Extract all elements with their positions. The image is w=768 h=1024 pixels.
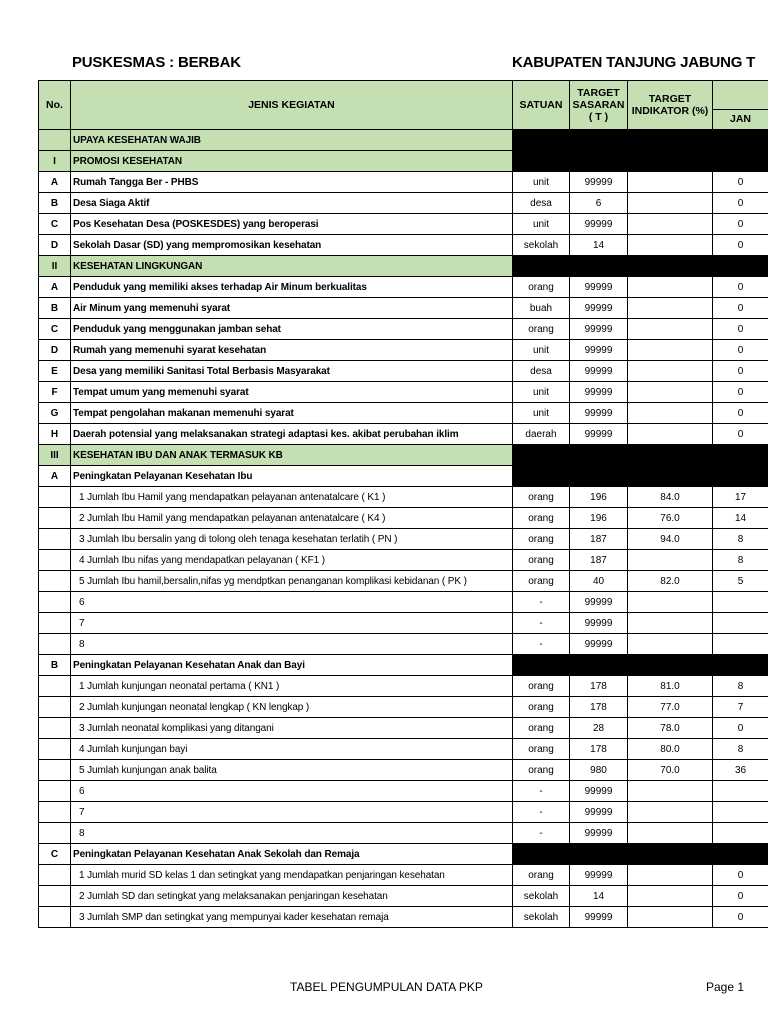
satuan-cell: - bbox=[513, 823, 570, 844]
col-header-target-indikator: TARGET INDIKATOR (%) bbox=[628, 81, 713, 130]
target-sasaran-cell: 28 bbox=[570, 718, 628, 739]
jan-cell: 8 bbox=[713, 676, 768, 697]
target-sasaran-cell: 99999 bbox=[570, 361, 628, 382]
satuan-cell: desa bbox=[513, 361, 570, 382]
target-indikator-cell bbox=[628, 298, 713, 319]
activity-name: 6 bbox=[71, 781, 513, 802]
target-indikator-cell bbox=[628, 277, 713, 298]
table-row bbox=[39, 739, 768, 760]
activity-name: 1 Jumlah murid SD kelas 1 dan setingkat yang mendapatkan penjaringan kesehatan bbox=[71, 865, 513, 886]
page-number: Page 1 bbox=[706, 980, 745, 994]
activity-name: 8 bbox=[71, 823, 513, 844]
row-number bbox=[39, 802, 71, 823]
table-row bbox=[39, 865, 768, 886]
target-sasaran-cell: 196 bbox=[570, 508, 628, 529]
table-row bbox=[39, 760, 768, 781]
section-fill-cell bbox=[513, 655, 768, 676]
table-row bbox=[39, 214, 768, 235]
target-indikator-cell: 84.0 bbox=[628, 487, 713, 508]
activity-name: 3 Jumlah SMP dan setingkat yang mempunyai kader kesehatan remaja bbox=[71, 907, 513, 928]
satuan-cell: unit bbox=[513, 403, 570, 424]
activity-name: Desa yang memiliki Sanitasi Total Berbasis Masyarakat bbox=[71, 361, 513, 382]
section-fill-cell bbox=[513, 466, 768, 487]
target-sasaran-cell: 99999 bbox=[570, 382, 628, 403]
table-row bbox=[39, 403, 768, 424]
activity-name: 7 bbox=[71, 802, 513, 823]
satuan-cell: - bbox=[513, 634, 570, 655]
activity-name: 4 Jumlah Ibu nifas yang mendapatkan pelayanan ( KF1 ) bbox=[71, 550, 513, 571]
jan-cell: 0 bbox=[713, 403, 768, 424]
row-number bbox=[39, 487, 71, 508]
target-sasaran-cell: 99999 bbox=[570, 214, 628, 235]
table-row bbox=[39, 361, 768, 382]
jan-cell bbox=[713, 634, 768, 655]
activity-name: 2 Jumlah kunjungan neonatal lengkap ( KN lengkap ) bbox=[71, 697, 513, 718]
table-row bbox=[39, 487, 768, 508]
table-row bbox=[39, 718, 768, 739]
satuan-cell: sekolah bbox=[513, 907, 570, 928]
satuan-cell: orang bbox=[513, 739, 570, 760]
row-number: C bbox=[39, 844, 71, 865]
col-header-jan: JAN bbox=[713, 110, 768, 130]
activity-name: Desa Siaga Aktif bbox=[71, 193, 513, 214]
row-number bbox=[39, 613, 71, 634]
satuan-cell: sekolah bbox=[513, 886, 570, 907]
activity-name: 1 Jumlah kunjungan neonatal pertama ( KN1 ) bbox=[71, 676, 513, 697]
jan-cell: 0 bbox=[713, 718, 768, 739]
table-row bbox=[39, 424, 768, 445]
activity-name: Pos Kesehatan Desa (POSKESDES) yang beroperasi bbox=[71, 214, 513, 235]
col-header-month-group bbox=[713, 81, 768, 110]
table-row bbox=[39, 634, 768, 655]
section-title: KESEHATAN IBU DAN ANAK TERMASUK KB bbox=[71, 445, 513, 466]
satuan-cell: unit bbox=[513, 382, 570, 403]
target-indikator-cell bbox=[628, 214, 713, 235]
target-sasaran-cell: 99999 bbox=[570, 403, 628, 424]
row-number bbox=[39, 592, 71, 613]
table-row bbox=[39, 550, 768, 571]
activity-name: 1 Jumlah Ibu Hamil yang mendapatkan pelayanan antenatalcare ( K1 ) bbox=[71, 487, 513, 508]
target-indikator-cell bbox=[628, 592, 713, 613]
table-row bbox=[39, 529, 768, 550]
target-indikator-cell bbox=[628, 781, 713, 802]
table-row bbox=[39, 592, 768, 613]
jan-cell: 0 bbox=[713, 214, 768, 235]
target-sasaran-cell: 187 bbox=[570, 550, 628, 571]
row-number bbox=[39, 697, 71, 718]
kabupaten-title: KABUPATEN TANJUNG JABUNG T bbox=[512, 54, 756, 71]
target-indikator-cell: 81.0 bbox=[628, 676, 713, 697]
jan-cell: 0 bbox=[713, 865, 768, 886]
table-row bbox=[39, 907, 768, 928]
jan-cell: 0 bbox=[713, 340, 768, 361]
target-sasaran-cell: 40 bbox=[570, 571, 628, 592]
section-fill-cell bbox=[513, 130, 768, 151]
target-sasaran-cell: 99999 bbox=[570, 172, 628, 193]
jan-cell bbox=[713, 823, 768, 844]
jan-cell: 0 bbox=[713, 886, 768, 907]
row-number bbox=[39, 739, 71, 760]
row-number: III bbox=[39, 445, 71, 466]
row-number bbox=[39, 571, 71, 592]
jan-cell: 36 bbox=[713, 760, 768, 781]
table-row bbox=[39, 151, 768, 172]
satuan-cell: orang bbox=[513, 319, 570, 340]
target-indikator-cell: 80.0 bbox=[628, 739, 713, 760]
section-fill-cell bbox=[513, 445, 768, 466]
row-number: C bbox=[39, 319, 71, 340]
target-indikator-cell bbox=[628, 613, 713, 634]
activity-name: 3 Jumlah Ibu bersalin yang di tolong oleh tenaga kesehatan terlatih ( PN ) bbox=[71, 529, 513, 550]
satuan-cell: sekolah bbox=[513, 235, 570, 256]
satuan-cell: orang bbox=[513, 697, 570, 718]
activity-name: 5 Jumlah Ibu hamil,bersalin,nifas yg mendptkan penanganan komplikasi kebidanan ( PK ) bbox=[71, 571, 513, 592]
row-number: A bbox=[39, 172, 71, 193]
jan-cell: 0 bbox=[713, 319, 768, 340]
section-title: Peningkatan Pelayanan Kesehatan Anak Sekolah dan Remaja bbox=[71, 844, 513, 865]
target-sasaran-cell: 178 bbox=[570, 676, 628, 697]
table-row bbox=[39, 781, 768, 802]
table-row bbox=[39, 676, 768, 697]
activity-name: Air Minum yang memenuhi syarat bbox=[71, 298, 513, 319]
activity-name: 3 Jumlah neonatal komplikasi yang ditangani bbox=[71, 718, 513, 739]
section-title: Peningkatan Pelayanan Kesehatan Anak dan Bayi bbox=[71, 655, 513, 676]
jan-cell: 0 bbox=[713, 277, 768, 298]
target-sasaran-cell: 99999 bbox=[570, 613, 628, 634]
target-sasaran-cell: 99999 bbox=[570, 340, 628, 361]
col-header-jenis-kegiatan: JENIS KEGIATAN bbox=[71, 81, 513, 130]
target-indikator-cell bbox=[628, 886, 713, 907]
col-header-target-sasaran: TARGET SASARAN ( T ) bbox=[570, 81, 628, 130]
target-indikator-cell bbox=[628, 193, 713, 214]
activity-name: Sekolah Dasar (SD) yang mempromosikan kesehatan bbox=[71, 235, 513, 256]
target-indikator-cell: 76.0 bbox=[628, 508, 713, 529]
jan-cell bbox=[713, 802, 768, 823]
table-row bbox=[39, 823, 768, 844]
row-number bbox=[39, 550, 71, 571]
row-number bbox=[39, 886, 71, 907]
jan-cell: 0 bbox=[713, 298, 768, 319]
target-indikator-cell bbox=[628, 550, 713, 571]
table-row bbox=[39, 298, 768, 319]
row-number: F bbox=[39, 382, 71, 403]
target-indikator-cell bbox=[628, 907, 713, 928]
row-number bbox=[39, 508, 71, 529]
satuan-cell: - bbox=[513, 592, 570, 613]
section-title: PROMOSI KESEHATAN bbox=[71, 151, 513, 172]
target-indikator-cell: 70.0 bbox=[628, 760, 713, 781]
section-fill-cell bbox=[513, 151, 768, 172]
activity-name: Penduduk yang menggunakan jamban sehat bbox=[71, 319, 513, 340]
row-number: B bbox=[39, 298, 71, 319]
table-row bbox=[39, 319, 768, 340]
target-sasaran-cell: 99999 bbox=[570, 634, 628, 655]
row-number bbox=[39, 907, 71, 928]
target-sasaran-cell: 99999 bbox=[570, 592, 628, 613]
row-number bbox=[39, 823, 71, 844]
target-sasaran-cell: 178 bbox=[570, 697, 628, 718]
activity-name: 2 Jumlah SD dan setingkat yang melaksanakan penjaringan kesehatan bbox=[71, 886, 513, 907]
row-number bbox=[39, 781, 71, 802]
jan-cell: 8 bbox=[713, 550, 768, 571]
satuan-cell: orang bbox=[513, 760, 570, 781]
section-title: Peningkatan Pelayanan Kesehatan Ibu bbox=[71, 466, 513, 487]
row-number: B bbox=[39, 193, 71, 214]
target-indikator-cell bbox=[628, 424, 713, 445]
row-number: A bbox=[39, 277, 71, 298]
activity-name: 2 Jumlah Ibu Hamil yang mendapatkan pelayanan antenatalcare ( K4 ) bbox=[71, 508, 513, 529]
section-fill-cell bbox=[513, 844, 768, 865]
activity-name: 5 Jumlah kunjungan anak balita bbox=[71, 760, 513, 781]
table-row bbox=[39, 340, 768, 361]
target-indikator-cell bbox=[628, 319, 713, 340]
table-row bbox=[39, 277, 768, 298]
satuan-cell: desa bbox=[513, 193, 570, 214]
activity-name: Penduduk yang memiliki akses terhadap Air Minum berkualitas bbox=[71, 277, 513, 298]
section-title: UPAYA KESEHATAN WAJIB bbox=[71, 130, 513, 151]
jan-cell: 17 bbox=[713, 487, 768, 508]
satuan-cell: orang bbox=[513, 277, 570, 298]
target-sasaran-cell: 187 bbox=[570, 529, 628, 550]
row-number bbox=[39, 718, 71, 739]
jan-cell: 0 bbox=[713, 172, 768, 193]
table-row bbox=[39, 886, 768, 907]
table-body bbox=[39, 130, 768, 928]
col-header-no: No. bbox=[39, 81, 71, 130]
target-indikator-cell: 82.0 bbox=[628, 571, 713, 592]
target-sasaran-cell: 99999 bbox=[570, 865, 628, 886]
target-indikator-cell bbox=[628, 235, 713, 256]
target-indikator-cell bbox=[628, 172, 713, 193]
target-sasaran-cell: 6 bbox=[570, 193, 628, 214]
table-row bbox=[39, 697, 768, 718]
target-indikator-cell bbox=[628, 823, 713, 844]
activity-name: Tempat umum yang memenuhi syarat bbox=[71, 382, 513, 403]
jan-cell bbox=[713, 781, 768, 802]
jan-cell bbox=[713, 592, 768, 613]
target-sasaran-cell: 99999 bbox=[570, 823, 628, 844]
activity-name: 4 Jumlah kunjungan bayi bbox=[71, 739, 513, 760]
activity-name: Tempat pengolahan makanan memenuhi syarat bbox=[71, 403, 513, 424]
satuan-cell: orang bbox=[513, 508, 570, 529]
section-fill-cell bbox=[513, 256, 768, 277]
target-sasaran-cell: 99999 bbox=[570, 781, 628, 802]
satuan-cell: unit bbox=[513, 340, 570, 361]
activity-name: Rumah yang memenuhi syarat kesehatan bbox=[71, 340, 513, 361]
jan-cell: 5 bbox=[713, 571, 768, 592]
target-indikator-cell bbox=[628, 382, 713, 403]
table-row bbox=[39, 382, 768, 403]
satuan-cell: orang bbox=[513, 571, 570, 592]
activity-name: 6 bbox=[71, 592, 513, 613]
target-sasaran-cell: 14 bbox=[570, 886, 628, 907]
target-sasaran-cell: 196 bbox=[570, 487, 628, 508]
table-row bbox=[39, 130, 768, 151]
table-row bbox=[39, 235, 768, 256]
row-number bbox=[39, 529, 71, 550]
row-number: C bbox=[39, 214, 71, 235]
table-row bbox=[39, 193, 768, 214]
jan-cell: 0 bbox=[713, 361, 768, 382]
target-indikator-cell: 94.0 bbox=[628, 529, 713, 550]
target-sasaran-cell: 99999 bbox=[570, 907, 628, 928]
satuan-cell: buah bbox=[513, 298, 570, 319]
satuan-cell: orang bbox=[513, 676, 570, 697]
table-row bbox=[39, 844, 768, 865]
row-number: B bbox=[39, 655, 71, 676]
satuan-cell: - bbox=[513, 781, 570, 802]
jan-cell: 8 bbox=[713, 739, 768, 760]
table-row bbox=[39, 613, 768, 634]
jan-cell: 0 bbox=[713, 193, 768, 214]
jan-cell: 14 bbox=[713, 508, 768, 529]
table-row bbox=[39, 571, 768, 592]
jan-cell: 0 bbox=[713, 907, 768, 928]
target-indikator-cell bbox=[628, 634, 713, 655]
table-row bbox=[39, 172, 768, 193]
satuan-cell: - bbox=[513, 613, 570, 634]
jan-cell: 0 bbox=[713, 424, 768, 445]
table-row bbox=[39, 466, 768, 487]
table-row bbox=[39, 445, 768, 466]
puskesmas-title: PUSKESMAS : BERBAK bbox=[72, 54, 241, 71]
satuan-cell: unit bbox=[513, 172, 570, 193]
activity-name: 8 bbox=[71, 634, 513, 655]
row-number bbox=[39, 634, 71, 655]
row-number: D bbox=[39, 235, 71, 256]
row-number: E bbox=[39, 361, 71, 382]
jan-cell: 0 bbox=[713, 382, 768, 403]
row-number: D bbox=[39, 340, 71, 361]
activity-name: Daerah potensial yang melaksanakan strategi adaptasi kes. akibat perubahan iklim bbox=[71, 424, 513, 445]
activity-name: 7 bbox=[71, 613, 513, 634]
pkp-data-table bbox=[38, 80, 768, 928]
row-number bbox=[39, 865, 71, 886]
target-sasaran-cell: 99999 bbox=[570, 802, 628, 823]
table-row bbox=[39, 655, 768, 676]
satuan-cell: orang bbox=[513, 550, 570, 571]
row-number bbox=[39, 130, 71, 151]
section-title: KESEHATAN LINGKUNGAN bbox=[71, 256, 513, 277]
satuan-cell: - bbox=[513, 802, 570, 823]
table-row bbox=[39, 508, 768, 529]
satuan-cell: unit bbox=[513, 214, 570, 235]
target-sasaran-cell: 99999 bbox=[570, 277, 628, 298]
target-sasaran-cell: 178 bbox=[570, 739, 628, 760]
jan-cell: 8 bbox=[713, 529, 768, 550]
row-number: G bbox=[39, 403, 71, 424]
table-row bbox=[39, 802, 768, 823]
target-indikator-cell bbox=[628, 403, 713, 424]
target-indikator-cell: 77.0 bbox=[628, 697, 713, 718]
target-sasaran-cell: 14 bbox=[570, 235, 628, 256]
target-indikator-cell bbox=[628, 361, 713, 382]
activity-name: Rumah Tangga Ber - PHBS bbox=[71, 172, 513, 193]
footer-title: TABEL PENGUMPULAN DATA PKP bbox=[290, 980, 483, 994]
row-number: II bbox=[39, 256, 71, 277]
row-number bbox=[39, 676, 71, 697]
target-sasaran-cell: 980 bbox=[570, 760, 628, 781]
target-indikator-cell: 78.0 bbox=[628, 718, 713, 739]
target-sasaran-cell: 99999 bbox=[570, 319, 628, 340]
row-number: I bbox=[39, 151, 71, 172]
row-number bbox=[39, 760, 71, 781]
target-sasaran-cell: 99999 bbox=[570, 424, 628, 445]
row-number: A bbox=[39, 466, 71, 487]
target-indikator-cell bbox=[628, 865, 713, 886]
satuan-cell: daerah bbox=[513, 424, 570, 445]
row-number: H bbox=[39, 424, 71, 445]
satuan-cell: orang bbox=[513, 865, 570, 886]
target-sasaran-cell: 99999 bbox=[570, 298, 628, 319]
table-row bbox=[39, 256, 768, 277]
jan-cell: 7 bbox=[713, 697, 768, 718]
satuan-cell: orang bbox=[513, 529, 570, 550]
satuan-cell: orang bbox=[513, 718, 570, 739]
target-indikator-cell bbox=[628, 340, 713, 361]
jan-cell: 0 bbox=[713, 235, 768, 256]
target-indikator-cell bbox=[628, 802, 713, 823]
jan-cell bbox=[713, 613, 768, 634]
satuan-cell: orang bbox=[513, 487, 570, 508]
col-header-satuan: SATUAN bbox=[513, 81, 570, 130]
